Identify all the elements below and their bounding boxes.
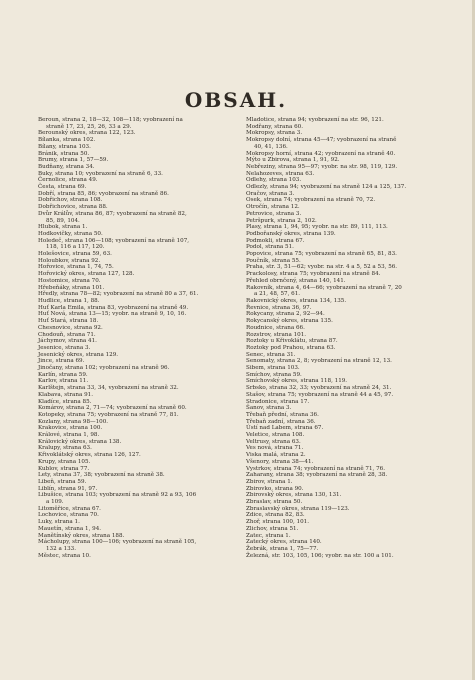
index-entry: Ústí nad Labem, strana 67. bbox=[246, 425, 324, 432]
index-entry: Rokycanský okres, strana 135. bbox=[246, 318, 333, 325]
index-entry: Odlehy, strana 103. bbox=[246, 177, 302, 184]
index-entry: Podol, strana 51. bbox=[246, 244, 294, 251]
index-entry: Zbraslavský okres, strana 119—123. bbox=[246, 505, 350, 512]
index-entry: Hudlice, strana 1, 88. bbox=[38, 297, 100, 304]
index-entry: Viska malá, strana 2. bbox=[246, 452, 306, 459]
index-entry: Mokropsy horní, strana 42; vyobrazení na straně 40. bbox=[246, 150, 396, 157]
index-entry: Senomaty, strana 2, 8; vyobrazení na straně 12, 13. bbox=[246, 358, 392, 365]
index-entry: Třebaň přední, strana 36. bbox=[246, 411, 319, 418]
index-entry: Manětínský okres, strana 188. bbox=[38, 532, 125, 539]
index-entry: Huť Nová, strana 13—15; vyobr. na straně 9, 10, 16. bbox=[38, 311, 187, 318]
index-entry: Králové, strana 1, 98. bbox=[38, 432, 100, 439]
index-entry: Hořovický okres, strana 127, 128. bbox=[38, 271, 135, 278]
index-entry: Senec, strana 31. bbox=[246, 351, 296, 358]
index-entry: Huť Stará, strana 18. bbox=[38, 318, 99, 325]
index-entry: 40, 41, 136. bbox=[254, 143, 288, 150]
index-entry: Zbraslav, strana 50. bbox=[246, 499, 303, 506]
index-entry: Libeň, strana 59. bbox=[38, 478, 87, 485]
index-entry: Jáchymov, strana 41. bbox=[38, 338, 97, 345]
index-entry: Libušice, strana 103; vyobrazení na straně 92 a 93, 106 bbox=[38, 492, 197, 499]
index-entry: Dobřichov, strana 108. bbox=[38, 197, 103, 204]
index-entry: Lety, strana 37, 38; vyobrazení na straně 38. bbox=[38, 472, 165, 479]
index-entry: Mokropsy dolní, strana 45—47; vyobrazení na straně bbox=[246, 137, 397, 144]
index-entry: Beroun, strana 2, 18—32, 108—118; vyobrazení na bbox=[38, 117, 183, 123]
index-entry: Přehled obrnčený, strana 140, 141. bbox=[246, 277, 346, 284]
index-entry: a 21, 48, 57, 61. bbox=[254, 291, 301, 298]
index-entry: Hlubok, strana 1. bbox=[38, 224, 88, 231]
index-entry: Zatecký okres, strana 140. bbox=[246, 539, 322, 546]
index-entry: Hřebeňáky, strana 101. bbox=[38, 284, 105, 291]
index-entry: Nebřeziny, strana 95—97; vyobr. na str. 98, 119, 129. bbox=[246, 163, 398, 170]
index-entry: Kladíce, strana 85. bbox=[38, 398, 92, 405]
index-entry: Rozstrov, strana 101. bbox=[246, 331, 307, 338]
index-entry: Srbsko, strana 32, 33; vyobrazení na straně 24, 31. bbox=[246, 385, 392, 392]
index-entry: Holoubkov, strana 92. bbox=[38, 257, 101, 264]
index-entry: Krupy, strana 105. bbox=[38, 458, 91, 465]
index-entry: Kotopeky, strana 75; vyobrazení na straně 77, 81. bbox=[38, 411, 179, 418]
index-entry: Třebaň zadní, strana 36. bbox=[246, 418, 316, 425]
index-entry: Hředly, strana 78—82; vyobrazení na straně 80 a 37, 61. bbox=[38, 291, 199, 298]
index-entry: Petrovice, strana 3. bbox=[246, 210, 302, 217]
index-column-right bbox=[246, 117, 444, 559]
index-entry: 85, 89, 104. bbox=[46, 217, 80, 224]
index-entry: Mýto u Zbirova, strana 1, 91, 92. bbox=[246, 157, 340, 164]
index-entry: straně 17, 23, 25, 26, 33 a 29. bbox=[46, 123, 132, 130]
index-column-left bbox=[38, 117, 230, 559]
index-entry: a 109. bbox=[46, 499, 64, 506]
index-entry: Hořovice, strana 1, 74, 75. bbox=[38, 264, 114, 271]
index-entry: Huť Karla Emila, strana 83, vyobrazení na straně 49. bbox=[38, 304, 189, 311]
index-entry: Holedeč, strana 106—108; vyobrazení na straně 107, bbox=[38, 237, 190, 244]
index-entry: Komárov, strana 2, 71—74; vyobrazení na straně 60. bbox=[38, 405, 187, 412]
index-entry: Klabava, strana 91. bbox=[38, 391, 94, 398]
index-entry: Kralupy, strana 63. bbox=[38, 445, 92, 452]
index-entry: Česta, strana 69. bbox=[38, 184, 87, 191]
index-entry: Roztoky pod Prahou, strana 63. bbox=[246, 344, 336, 351]
index-entry: Rokycany, strana 2, 92—94. bbox=[246, 311, 325, 318]
index-entry: Dobřichovice, strana 88. bbox=[38, 204, 108, 211]
index-entry: Mokropsy, strana 3. bbox=[246, 130, 303, 137]
index-entry: Karlín, strana 59. bbox=[38, 371, 88, 378]
index-entry: Jesenice, strana 3. bbox=[38, 344, 91, 351]
index-entry: Roztoky u Křivoklátu, strana 87. bbox=[246, 338, 338, 345]
index-entry: Černolice, strana 49. bbox=[38, 177, 98, 184]
index-entry: Rakovník, strana 4, 64—66; vyobrazení na straně 7, 20 bbox=[246, 284, 402, 291]
index-entry: Mácholupy, strana 100—106; vyobrazení na straně 105, bbox=[38, 539, 197, 546]
page-title: OBSAH. bbox=[184, 88, 288, 112]
index-entry: Chodouň, strana 71. bbox=[38, 331, 96, 338]
index-entry: Sibem, strana 103. bbox=[246, 365, 300, 372]
index-entry: Městec, strana 10. bbox=[38, 552, 91, 559]
index-entry: Poučník, strana 55. bbox=[246, 257, 301, 264]
index-entry: Budňany, strana 34. bbox=[38, 163, 95, 170]
index-entry: Všenory, strana 38—41. bbox=[246, 458, 314, 465]
index-entry: Smíchovský okres, strana 118, 119. bbox=[246, 378, 348, 385]
index-entry: Hostomice, strana 70. bbox=[38, 277, 101, 284]
index-entry: Holešovice, strana 59, 63. bbox=[38, 251, 112, 258]
index-entry: Zbirovský okres, strana 130, 131. bbox=[246, 492, 342, 499]
index-entry: 118, 116 a 117, 120. bbox=[46, 244, 105, 251]
index-entry: Bílany, strana 103. bbox=[38, 143, 91, 150]
index-entry: Mladotice, strana 94; vyobrazení na str. 96, 121. bbox=[246, 117, 384, 123]
index-entry: Zbirovko, strana 90. bbox=[246, 485, 304, 492]
index-entry: Zbirov, strana 1. bbox=[246, 478, 293, 485]
index-entry: Zatec, strana 1. bbox=[246, 532, 291, 539]
index-entry: Jesenický okres, strana 129. bbox=[38, 351, 119, 358]
index-entry: Petršpurk, strana 2, 102. bbox=[246, 217, 317, 224]
index-entry: Jince, strana 69. bbox=[38, 358, 85, 365]
index-entry: Podmokli, strana 67. bbox=[246, 237, 305, 244]
index-entry: Jinočany, strana 102; vyobrazení na straně 96. bbox=[38, 365, 170, 372]
index-entry: Berounský okres, strana 122, 123. bbox=[38, 130, 136, 137]
index-entry: Zaharany, strana 38; vyobrazení na straně 28, 38. bbox=[246, 472, 388, 479]
index-entry: Veltrusy, strana 63. bbox=[246, 438, 301, 445]
index-entry: Kublov, strana 77. bbox=[38, 465, 90, 472]
index-entry: Zhoř, strana 100, 101. bbox=[246, 519, 310, 526]
index-entry: Kozlany, strana 98—100. bbox=[38, 418, 109, 425]
index-entry: Stašov, strana 75; vyobrazení na straně 44 a 45, 97. bbox=[246, 391, 394, 398]
index-entry: Odlezly, strana 94; vyobrazení na straně 124 a 125, 137. bbox=[246, 184, 407, 191]
index-entry: Osek, strana 74; vyobrazení na straně 70, 72. bbox=[246, 197, 376, 204]
index-entry: Oračov, strana 3. bbox=[246, 190, 295, 197]
index-entry: 132 a 133. bbox=[46, 546, 77, 552]
index-entry: Žebrák, strana 1, 75—77. bbox=[246, 546, 319, 552]
index-entry: Podbořanský okres, strana 139. bbox=[246, 230, 336, 237]
index-entry: Praha, str. 3, 51—62; vyobr. na str. 4 a 5, 52 a 53, 56. bbox=[246, 264, 398, 271]
index-entry: Luky, strana 1. bbox=[38, 519, 80, 526]
index-entry: Brumy, strana 1, 57—59. bbox=[38, 157, 109, 164]
index-entry: Litoměřice, strana 67. bbox=[38, 505, 101, 512]
index-entry: Popovice, strana 75; vyobrazení na straně 65, 81, 83. bbox=[246, 251, 397, 258]
index-entry: Dobří, strana 85, 86; vyobrazení na straně 86. bbox=[38, 190, 169, 197]
index-entry: Liblín, strana 91, 97. bbox=[38, 485, 98, 492]
index-entry: Buky, strana 10; vyobrazení na straně 6, 33. bbox=[38, 170, 163, 177]
index-entry: Roudnice, strana 66. bbox=[246, 324, 305, 331]
index-entry: Vystrkov, strana 74; vyobrazení na straně 71, 76. bbox=[246, 465, 386, 472]
index-entry: Ves nová, strana 71. bbox=[246, 445, 304, 452]
index-entry: Veletice, strana 108. bbox=[246, 432, 305, 439]
index-entry: Zdice, strana 82, 83. bbox=[246, 512, 305, 519]
index-entry: Bílanka, strana 102. bbox=[38, 137, 96, 144]
index-entry: Smíchov, strana 59. bbox=[246, 371, 302, 378]
index-entry: Karlštejn, strana 33, 34, vyobrazení na straně 32. bbox=[38, 385, 179, 392]
index-entry: Železná, str. 103, 105, 106; vyobr. na str. 100 a 101. bbox=[246, 552, 394, 559]
index-entry: Modřany, strana 60. bbox=[246, 123, 303, 130]
index-entry: Rakovnický okres, strana 134, 135. bbox=[246, 297, 347, 304]
index-entry: Nelahozeves, strana 63. bbox=[246, 170, 315, 177]
index-entry: Šanov, strana 3. bbox=[246, 405, 292, 412]
index-entry: Královický okres, strana 138. bbox=[38, 438, 122, 445]
index-entry: Dvůr Králův, strana 86, 87; vyobrazení na straně 82, bbox=[38, 210, 187, 217]
index-entry: Řevnice, strana 36, 97. bbox=[246, 304, 312, 311]
index-entry: Lochovice, strana 70. bbox=[38, 512, 99, 519]
index-entry: Bránik, strana 50. bbox=[38, 150, 90, 157]
index-entry: Krakovice, strana 100. bbox=[38, 425, 103, 432]
index-entry: Plasy, strana 1, 94, 95; vyobr. na str. 89, 111, 113. bbox=[246, 224, 388, 231]
index-entry: Otročín, strana 12. bbox=[246, 204, 300, 211]
index-entry: Stradonice, strana 17. bbox=[246, 398, 310, 405]
index-entry: Mauetín, strana 1, 94. bbox=[38, 525, 102, 532]
index-entry: Chesnovice, strana 92. bbox=[38, 324, 103, 331]
index-entry: Křivoklátský okres, strana 126, 127. bbox=[38, 452, 141, 459]
index-entry: Prackolosy, strana 75; vyobrazení na straně 84. bbox=[246, 271, 381, 278]
index-entry: Hodkovičky, strana 50. bbox=[38, 230, 103, 237]
index-entry: Karlov, strana 11. bbox=[38, 378, 89, 385]
index-entry: Zlichov, strana 51. bbox=[246, 525, 299, 532]
